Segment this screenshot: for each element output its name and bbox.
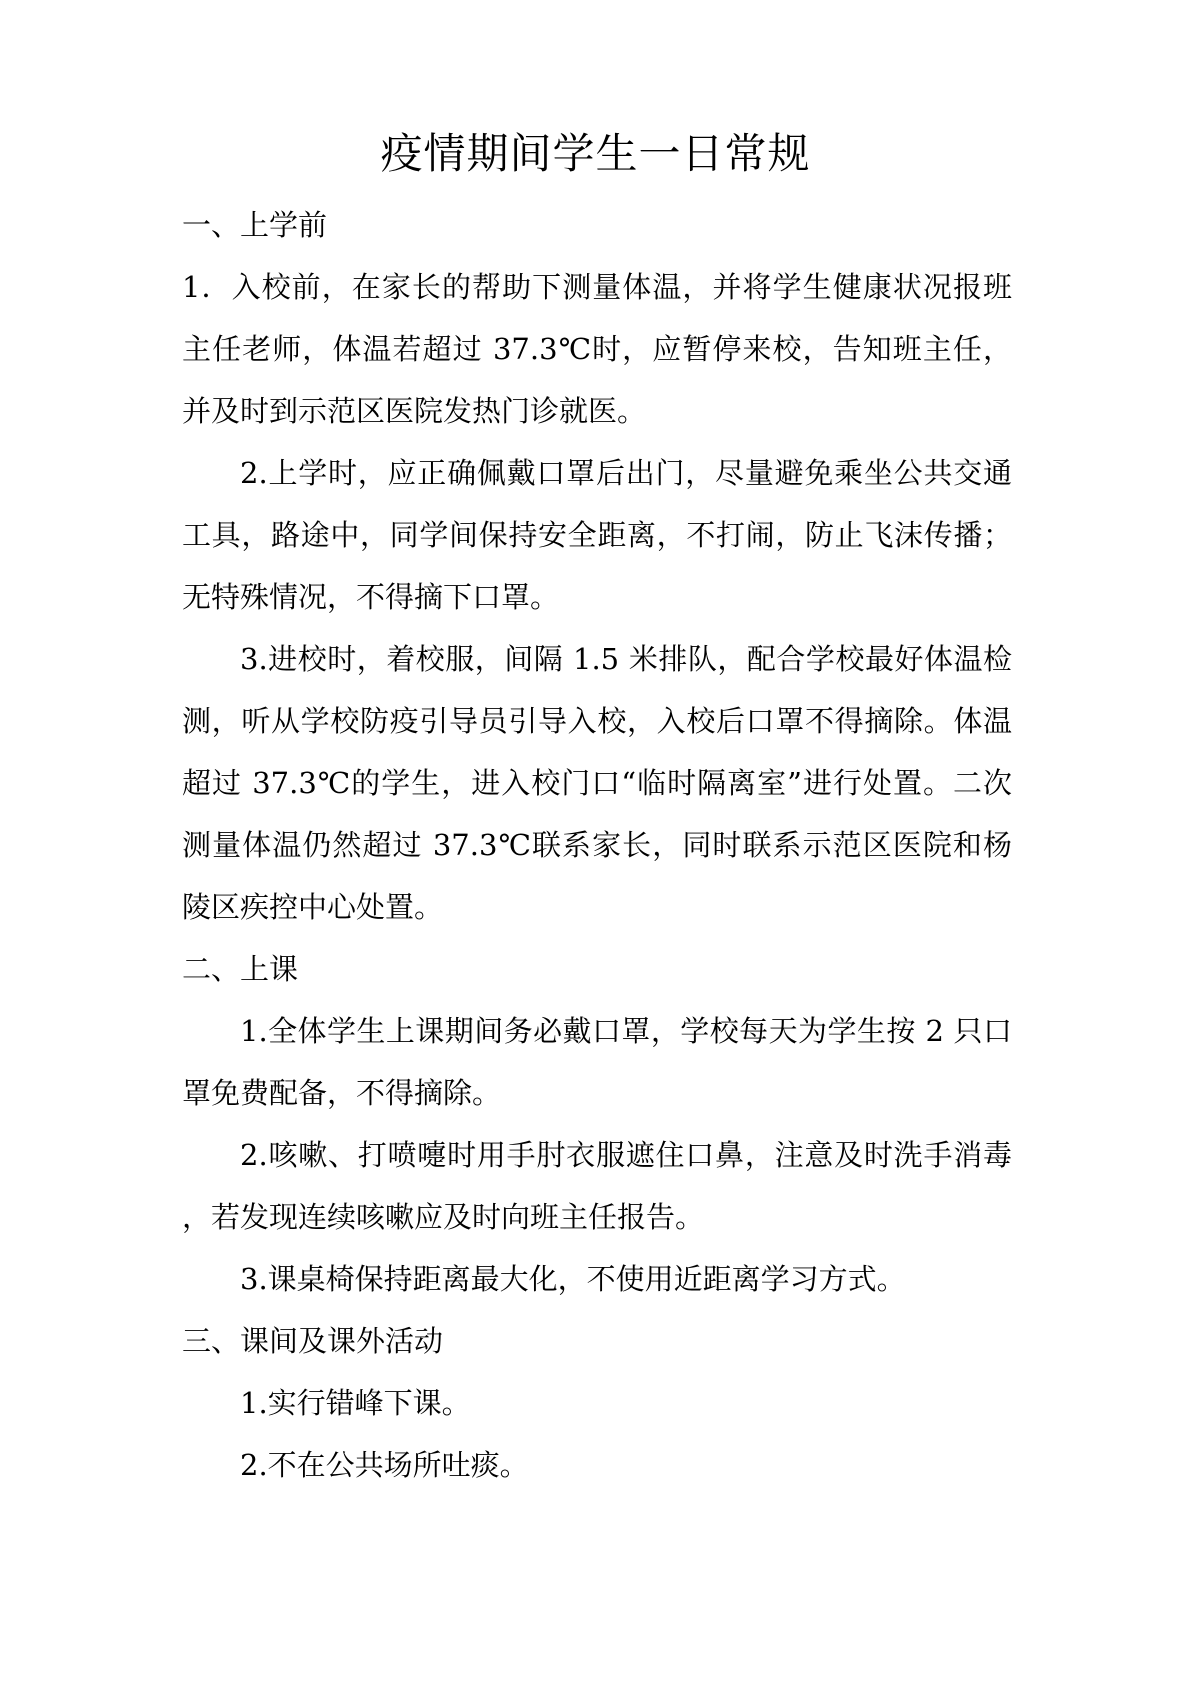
paragraph-staggered-breaks: 1.实行错峰下课。 (240, 1386, 471, 1420)
paragraph-no-spitting: 2.不在公共场所吐痰。 (240, 1448, 529, 1482)
document-body (182, 194, 1012, 1496)
document-title: 疫情期间学生一日常规 (380, 129, 811, 178)
section-heading-activities: 三、课间及课外活动 (182, 1324, 444, 1358)
paragraph-desk-distance: 3.课桌椅保持距离最大化，不使用近距离学习方式。 (240, 1262, 906, 1296)
paragraph-wear-mask: 2.上学时，应正确佩戴口罩后出门，尽量避免乘坐公共交通工具，路途中，同学间保持安全距离，不打闹，防止飞沫传播；无特殊情况，不得摘下口罩。 (182, 456, 1012, 614)
paragraph-masks-in-class: 1.全体学生上课期间务必戴口罩，学校每天为学生按 2 只口罩免费配备，不得摘除。 (182, 1014, 1012, 1110)
paragraph-entering-school: 3.进校时，着校服，间隔 1.5 米排队，配合学校最好体温检测，听从学校防疫引导员引导入校，入校后口罩不得摘除。体温超过 37.3℃的学生，进入校门口“临时隔离室”进行处置。二次测量体温仍然超过 37.3℃联系家长，同时联系示范区医院和杨陵区疾控中心处置。 (182, 642, 1012, 924)
paragraph-cough-etiquette: 2.咳嗽、打喷嚏时用手肘衣服遮住口鼻，注意及时洗手消毒，若发现连续咳嗽应及时向班主任报告。 (182, 1138, 1012, 1234)
section-heading-class: 二、上课 (182, 952, 299, 986)
paragraph-temperature-check: 1．入校前，在家长的帮助下测量体温，并将学生健康状况报班主任老师，体温若超过 37.3℃时，应暂停来校，告知班主任，并及时到示范区医院发热门诊就医。 (182, 270, 1012, 428)
section-heading-before-school: 一、上学前 (182, 208, 328, 242)
